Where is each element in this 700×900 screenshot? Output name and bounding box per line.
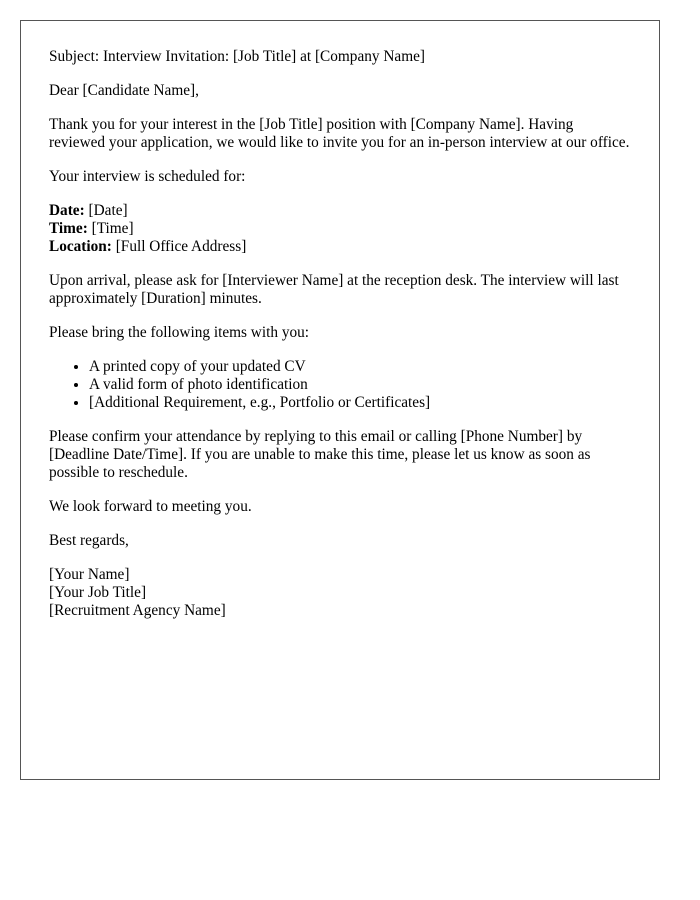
date-row — [49, 202, 631, 220]
list-item: • A printed copy of your updated CV — [89, 358, 631, 376]
date-value: [Date] — [84, 202, 128, 219]
schedule-intro: Your interview is scheduled for: — [49, 168, 246, 185]
location-value: [Full Office Address] — [111, 238, 247, 255]
time-row — [49, 220, 631, 238]
intro-paragraph: Thank you for your interest in the [Job Title] position with [Company Name]. Having reviewed your application, we would like to invite you for an in-person interview at our office. — [49, 116, 630, 151]
date-label: Date: — [49, 202, 85, 219]
greeting: Dear [Candidate Name], — [49, 82, 199, 99]
signature-block — [49, 566, 631, 620]
location-label: Location: — [49, 238, 112, 255]
location-row — [49, 238, 631, 256]
time-label: Time: — [49, 220, 88, 237]
sign-off: Best regards, — [49, 532, 129, 549]
interview-details — [49, 202, 631, 256]
signature-agency: [Recruitment Agency Name] — [49, 602, 226, 619]
items-intro: Please bring the following items with you: — [49, 324, 310, 341]
list-item: • A valid form of photo identification — [89, 376, 631, 394]
list-item: • [Additional Requirement, e.g., Portfolio or Certificates] — [89, 394, 631, 412]
signature-name: [Your Name] — [49, 566, 130, 583]
confirm-paragraph: Please confirm your attendance by replying to this email or calling [Phone Number] by [Deadline Date/Time]. If you are unable to make this time, please let us know as soon as possible to reschedule. — [49, 428, 591, 481]
subject-line: Subject: Interview Invitation: [Job Title] at [Company Name] — [49, 48, 425, 65]
items-list — [49, 358, 631, 412]
arrival-paragraph: Upon arrival, please ask for [Interviewer Name] at the reception desk. The interview will last approximately [Duration] minutes. — [49, 272, 619, 307]
signature-job-title: [Your Job Title] — [49, 584, 147, 601]
letter-page — [20, 20, 660, 780]
closing-line: We look forward to meeting you. — [49, 498, 252, 515]
time-value: [Time] — [87, 220, 134, 237]
